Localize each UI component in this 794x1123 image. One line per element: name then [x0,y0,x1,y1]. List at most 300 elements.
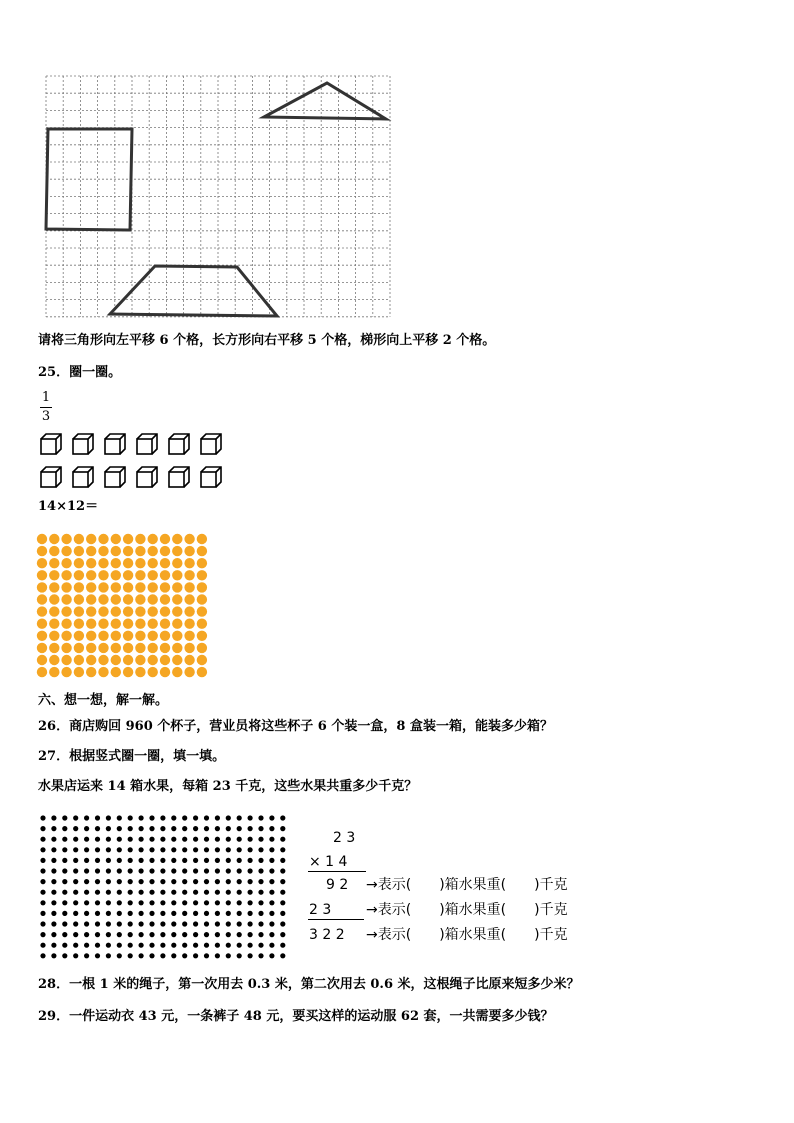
orange-dot [148,594,158,604]
orange-dot [135,546,145,556]
black-dot [193,943,198,948]
black-dot [106,847,111,852]
cube-group [40,433,240,493]
black-dot [160,890,165,895]
orange-dot [98,558,108,568]
orange-dot [123,546,133,556]
black-dot [106,868,111,873]
black-dot [62,911,67,916]
orange-dot [123,570,133,580]
orange-dot [135,619,145,629]
black-dot [149,953,154,958]
black-dot [62,858,67,863]
black-dot [139,837,144,842]
orange-dot [61,606,71,616]
cube-icon [40,466,62,488]
orange-dot [49,619,59,629]
black-dot [62,932,67,937]
black-dot [171,921,176,926]
black-dot [171,868,176,873]
black-dot [62,879,67,884]
orange-dot [74,643,84,653]
orange-dot [197,570,207,580]
orange-dot [172,570,182,580]
black-dot [193,826,198,831]
black-dot [149,921,154,926]
black-dot [40,847,45,852]
black-dot [95,815,100,820]
black-dot [73,847,78,852]
orange-dot [61,582,71,592]
black-dot [106,932,111,937]
orange-dot [184,619,194,629]
black-dot [171,815,176,820]
fraction-numerator: 1 [41,390,51,405]
orange-dot [172,619,182,629]
black-dot [215,815,220,820]
black-dot [106,826,111,831]
black-dot [95,890,100,895]
orange-dot [197,606,207,616]
black-dot [73,879,78,884]
black-dot [204,815,209,820]
black-dot [226,932,231,937]
black-dot [62,837,67,842]
black-dot [73,943,78,948]
orange-dot [111,570,121,580]
calc-multiplicand: 2 3 [333,830,356,846]
orange-dot-array [36,533,212,681]
black-dot [269,932,274,937]
black-dot [248,943,253,948]
dashed-grid [46,76,390,317]
black-dot [128,943,133,948]
black-dot [106,890,111,895]
orange-dot [37,643,47,653]
orange-dot [123,667,133,677]
orange-dot [184,631,194,641]
orange-dot [197,619,207,629]
orange-dot [135,594,145,604]
black-dot [171,847,176,852]
orange-dot [135,606,145,616]
orange-dot [160,546,170,556]
orange-dot [123,534,133,544]
black-dot [248,953,253,958]
orange-dot [74,546,84,556]
orange-dot [160,570,170,580]
black-dot [84,858,89,863]
black-dot [237,943,242,948]
black-dot [149,815,154,820]
black-dot [248,815,253,820]
orange-dot [148,582,158,592]
black-dot [40,921,45,926]
orange-dot [123,606,133,616]
black-dot [215,826,220,831]
black-dot [237,911,242,916]
orange-dot [135,558,145,568]
orange-dot [184,655,194,665]
cube-icon [168,466,190,488]
orange-dot [37,534,47,544]
black-dot [269,879,274,884]
black-dot [117,826,122,831]
black-dot [117,953,122,958]
calc-row-3-text: →表示( )箱水果重( )千克 [366,927,568,943]
black-dot [51,943,56,948]
orange-dot [197,558,207,568]
black-dot [226,879,231,884]
black-dot [248,932,253,937]
black-dot [182,890,187,895]
section6-title: 六、想一想，解一解。 [38,693,169,708]
orange-dot [184,534,194,544]
orange-dot [160,631,170,641]
black-dot [269,815,274,820]
black-dot [258,890,263,895]
black-dot [182,837,187,842]
orange-dot [172,655,182,665]
black-dot [128,953,133,958]
black-dot [248,900,253,905]
black-dot [51,911,56,916]
black-dot [117,932,122,937]
orange-dot [160,594,170,604]
black-dot [128,826,133,831]
orange-dot [37,619,47,629]
black-dot [226,826,231,831]
orange-dot [98,619,108,629]
black-dot [106,921,111,926]
black-dot [62,890,67,895]
orange-dot [148,546,158,556]
black-dot [139,900,144,905]
black-dot [237,879,242,884]
orange-dot [148,631,158,641]
black-dot [182,879,187,884]
black-dot [182,847,187,852]
q29-text: 29．一件运动衣 43 元，一条裤子 48 元，要买这样的运动服 62 套，一共需要多少钱？ [38,1009,554,1024]
orange-dot [184,546,194,556]
black-dot [84,879,89,884]
black-dot [160,953,165,958]
black-dot [84,826,89,831]
orange-dot [74,534,84,544]
black-dot [51,932,56,937]
orange-dot [160,582,170,592]
cube-icon [200,433,222,455]
orange-dot [197,655,207,665]
black-dot [106,900,111,905]
black-dot [204,932,209,937]
black-dot [182,932,187,937]
orange-dot [49,631,59,641]
orange-dot [86,619,96,629]
orange-dot [135,643,145,653]
orange-dot [111,643,121,653]
black-dot [204,837,209,842]
black-dot [248,868,253,873]
orange-dot [148,655,158,665]
black-dot [51,890,56,895]
black-dot [149,837,154,842]
black-dot [204,826,209,831]
black-dot [73,868,78,873]
orange-dot [160,558,170,568]
calc-row-2-digits: 2 3 [309,902,332,918]
black-dot [226,847,231,852]
q25-expression: 14×12＝ [38,499,99,514]
orange-dot [98,594,108,604]
black-dot [215,921,220,926]
q28-text: 28．一根 1 米的绳子，第一次用去 0.3 米，第二次用去 0.6 米，这根绳子比原来短多少米？ [38,977,580,992]
black-dot [95,879,100,884]
q27-problem: 水果店运来 14 箱水果，每箱 23 千克，这些水果共重多少千克？ [38,779,418,794]
black-dot [95,868,100,873]
black-dot [193,868,198,873]
orange-dot [111,667,121,677]
black-dot [160,858,165,863]
orange-dot [111,546,121,556]
black-dot [95,921,100,926]
black-dot [269,921,274,926]
black-dot [62,900,67,905]
black-dot [84,900,89,905]
orange-dot [160,534,170,544]
orange-dot [111,582,121,592]
orange-dot [37,558,47,568]
black-dot [226,953,231,958]
orange-dot [123,558,133,568]
black-dot [215,953,220,958]
orange-dot [98,582,108,592]
orange-dot [61,643,71,653]
orange-dot [172,631,182,641]
black-dot [204,847,209,852]
orange-dot [37,570,47,580]
black-dot [193,858,198,863]
fraction-denominator: 3 [41,409,51,424]
black-dot [106,879,111,884]
orange-dot [49,643,59,653]
black-dot [204,921,209,926]
black-dot [258,868,263,873]
fraction-bar [40,407,52,408]
cube-icon [168,433,190,455]
black-dot [193,890,198,895]
black-dot [62,953,67,958]
orange-dot [86,582,96,592]
black-dot [280,815,285,820]
black-dot [95,932,100,937]
black-dot [226,890,231,895]
black-dot [40,868,45,873]
black-dot [149,932,154,937]
black-dot [117,837,122,842]
orange-dot [61,655,71,665]
orange-dot [49,558,59,568]
orange-dot [86,631,96,641]
calc-row-1-text: →表示( )箱水果重( )千克 [366,877,568,893]
black-dot [280,868,285,873]
black-dot [280,837,285,842]
black-dot [84,943,89,948]
orange-dot [49,606,59,616]
orange-dot [61,619,71,629]
black-dot [160,911,165,916]
orange-dot [111,558,121,568]
black-dot [226,943,231,948]
black-dot [106,943,111,948]
black-dot [95,911,100,916]
orange-dot [111,594,121,604]
black-dot [280,953,285,958]
black-dot [149,847,154,852]
black-dot [182,900,187,905]
black-dot [160,900,165,905]
cube-icon [104,433,126,455]
orange-dot [37,594,47,604]
orange-dot [184,570,194,580]
black-dot [160,943,165,948]
orange-dot [49,570,59,580]
black-dot [248,826,253,831]
orange-dot [197,667,207,677]
black-dot [280,921,285,926]
orange-dot [86,534,96,544]
black-dot [182,921,187,926]
black-dot [128,879,133,884]
black-dot [139,868,144,873]
black-dot [215,858,220,863]
black-dot [269,858,274,863]
black-dot [204,911,209,916]
orange-dot [61,546,71,556]
black-dot [258,921,263,926]
black-dot [84,847,89,852]
black-dot [258,837,263,842]
orange-dot [123,582,133,592]
black-dot [117,900,122,905]
black-dot [51,826,56,831]
orange-dot [86,667,96,677]
black-dot [40,932,45,937]
black-dot [269,868,274,873]
black-dot [237,837,242,842]
black-dot [258,879,263,884]
orange-dot [98,546,108,556]
black-dot [128,900,133,905]
black-dot [139,921,144,926]
black-dot [51,847,56,852]
black-dot [117,879,122,884]
black-dot [269,837,274,842]
translation-grid-figure [40,70,395,325]
orange-dot [135,582,145,592]
black-dot [139,890,144,895]
black-dot [171,911,176,916]
black-dot [117,890,122,895]
orange-dot [37,606,47,616]
orange-dot [172,546,182,556]
orange-dot [111,631,121,641]
orange-dot [86,594,96,604]
black-dot [193,900,198,905]
black-dot [226,900,231,905]
black-dot [280,911,285,916]
black-dot [269,847,274,852]
black-dot [237,815,242,820]
calc-multiplier: × 1 4 [309,854,348,870]
black-dot [106,815,111,820]
black-dot [215,900,220,905]
black-dot [248,879,253,884]
orange-dot [61,534,71,544]
orange-dot [197,631,207,641]
orange-dot [49,546,59,556]
black-dot [40,815,45,820]
orange-dot [98,534,108,544]
black-dot [226,858,231,863]
black-dot [237,858,242,863]
black-dot [117,868,122,873]
orange-dot [37,655,47,665]
black-dot [226,837,231,842]
black-dot [117,921,122,926]
black-dot [84,837,89,842]
black-dot [73,900,78,905]
black-dot [139,858,144,863]
black-dot [40,879,45,884]
black-dot [171,826,176,831]
black-dot [204,943,209,948]
black-dot [117,943,122,948]
calc-row-3-digits: 3 2 2 [309,927,345,943]
orange-dot [123,631,133,641]
orange-dot [135,534,145,544]
orange-dot [123,619,133,629]
black-dot [248,837,253,842]
black-dot [149,890,154,895]
orange-dot [160,667,170,677]
black-dot [171,879,176,884]
black-dot [215,879,220,884]
black-dot [128,921,133,926]
black-dot [84,890,89,895]
orange-dot [74,631,84,641]
black-dot [269,911,274,916]
black-dot [51,868,56,873]
orange-dot [123,655,133,665]
black-dot [160,932,165,937]
orange-dot [74,594,84,604]
orange-dot [172,534,182,544]
orange-dot [172,643,182,653]
black-dot [193,911,198,916]
black-dot [280,847,285,852]
orange-dot [160,619,170,629]
black-dot [215,837,220,842]
black-dot [258,847,263,852]
black-dot [117,858,122,863]
orange-dot [74,619,84,629]
black-dot [160,815,165,820]
black-dot [51,900,56,905]
black-dot [193,921,198,926]
black-dot [248,911,253,916]
black-dot [237,953,242,958]
